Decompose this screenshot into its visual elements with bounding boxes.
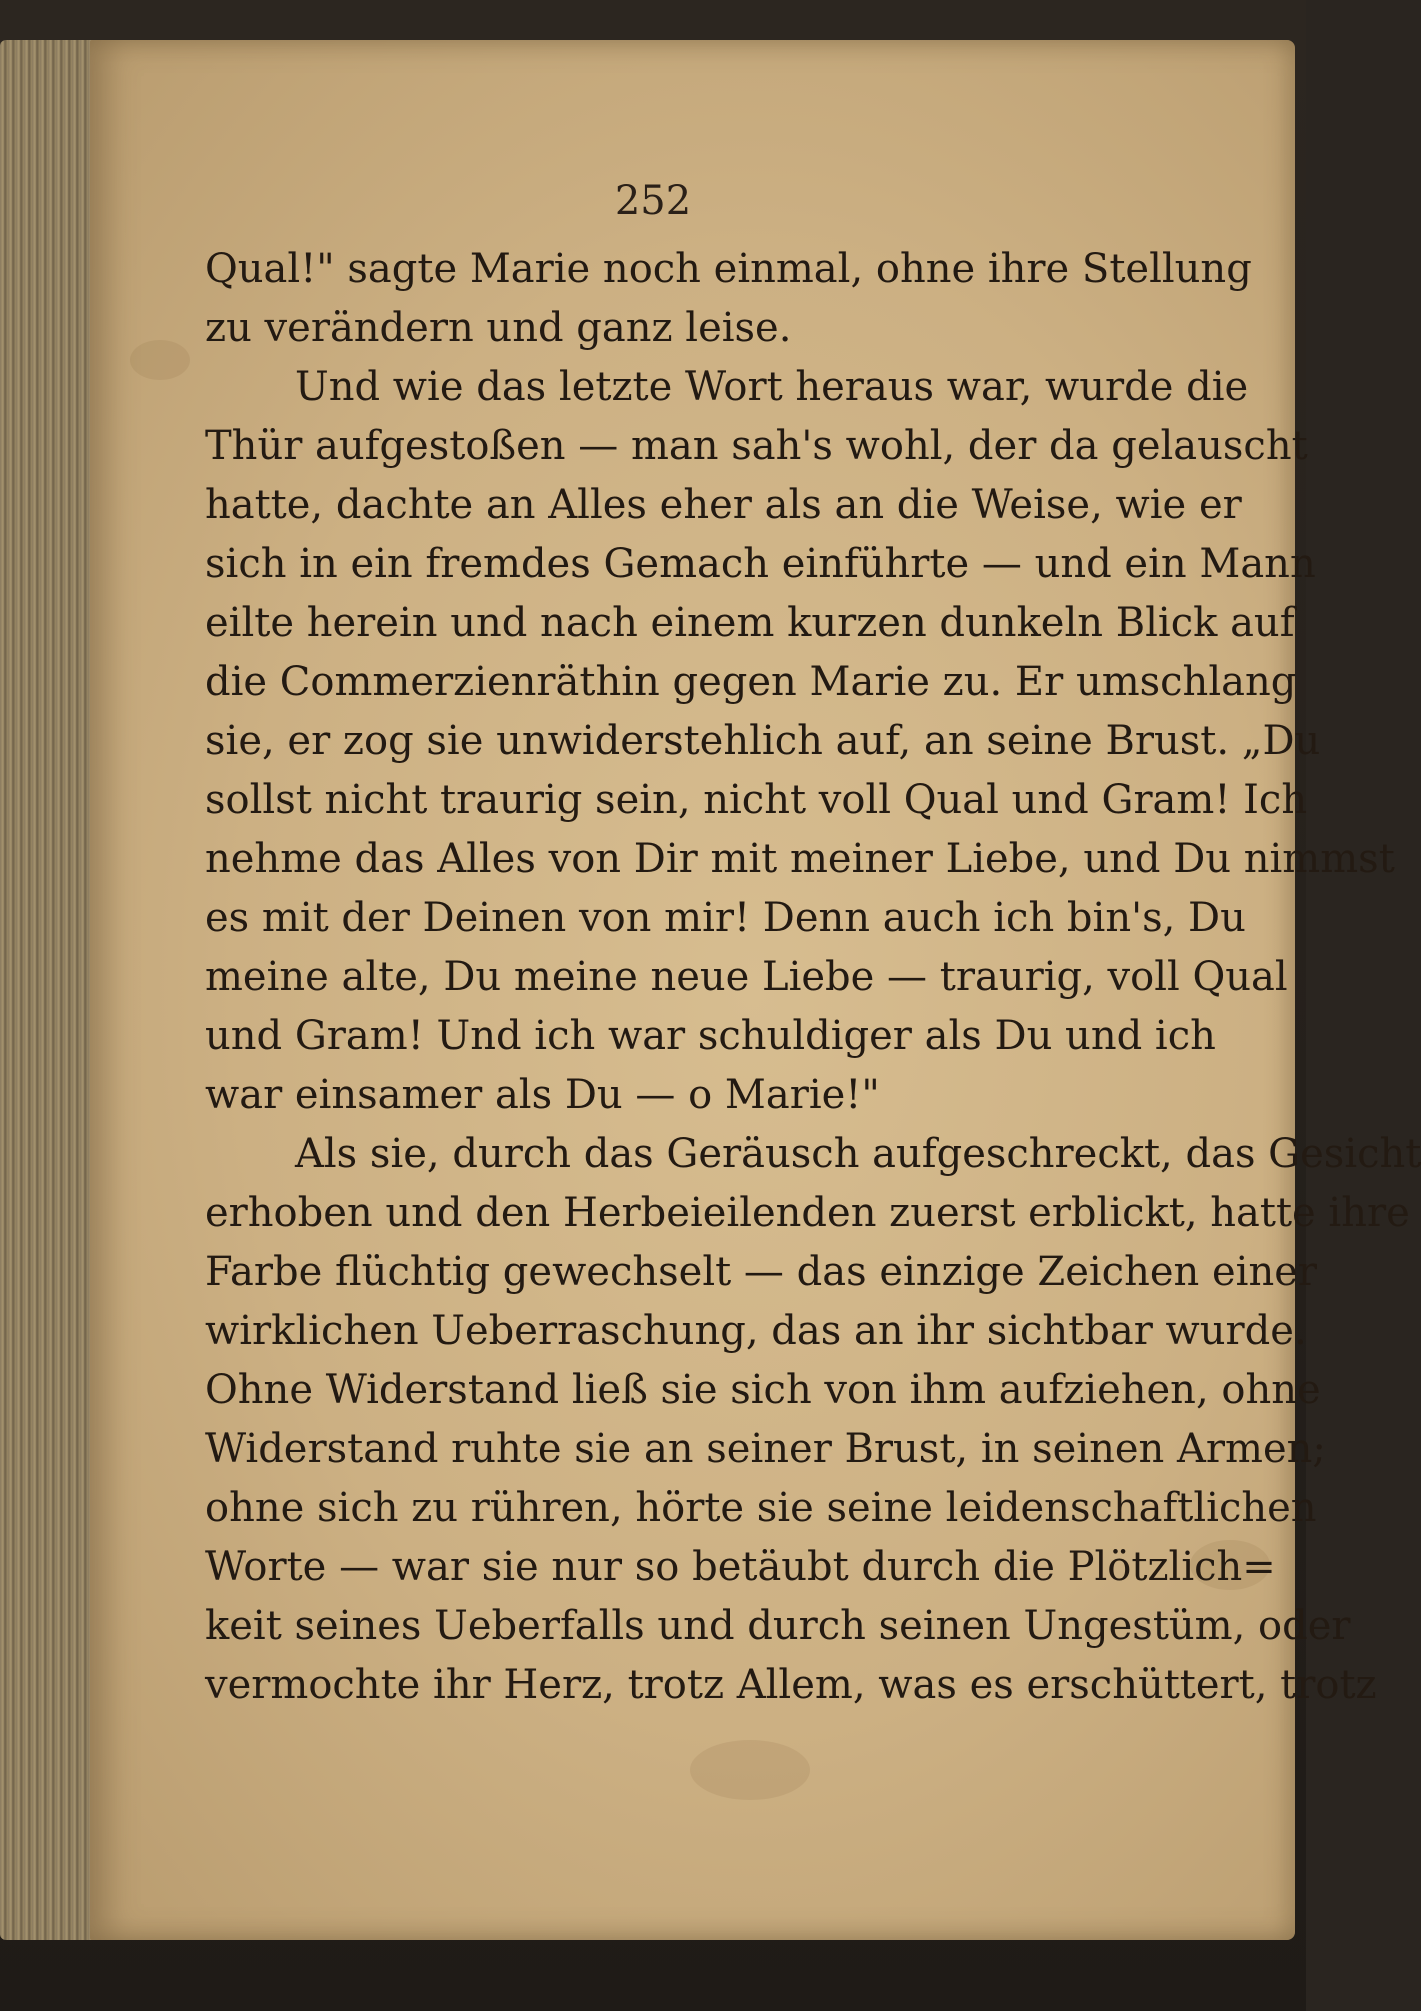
text-line: eilte herein und nach einem kurzen dunkeln Blick auf bbox=[205, 600, 1295, 646]
text-line: hatte, dachte an Alles eher als an die Weise, wie er bbox=[205, 482, 1242, 528]
paper-stain bbox=[690, 1740, 810, 1800]
text-line: sie, er zog sie unwiderstehlich auf, an seine Brust. „Du bbox=[205, 718, 1321, 764]
text-line: war einsamer als Du — o Marie!" bbox=[205, 1072, 880, 1118]
text-line: meine alte, Du meine neue Liebe — traurig, voll Qual bbox=[205, 954, 1288, 1000]
text-line: Ohne Widerstand ließ sie sich von ihm aufziehen, ohne bbox=[205, 1367, 1321, 1413]
body-text bbox=[205, 240, 1421, 1715]
text-line: ohne sich zu rühren, hörte sie seine leidenschaftlichen bbox=[205, 1485, 1317, 1531]
text-line: Als sie, durch das Geräusch aufgeschreckt, das Gesicht bbox=[295, 1131, 1421, 1177]
text-line: Thür aufgestoßen — man sah's wohl, der da gelauscht bbox=[205, 423, 1308, 469]
text-line: Worte — war sie nur so betäubt durch die Plötzlich= bbox=[205, 1544, 1276, 1590]
text-line: und Gram! Und ich war schuldiger als Du und ich bbox=[205, 1013, 1216, 1059]
text-line: sich in ein fremdes Gemach einführte — und ein Mann bbox=[205, 541, 1316, 587]
text-line: Farbe flüchtig gewechselt — das einzige Zeichen einer bbox=[205, 1249, 1318, 1295]
text-line: keit seines Ueberfalls und durch seinen Ungestüm, oder bbox=[205, 1603, 1351, 1649]
page-number: 252 bbox=[614, 178, 692, 224]
text-line: Qual!" sagte Marie noch einmal, ohne ihre Stellung bbox=[205, 246, 1252, 292]
paper-stain bbox=[130, 340, 190, 380]
text-line: Und wie das letzte Wort heraus war, wurde die bbox=[295, 364, 1249, 410]
text-line: es mit der Deinen von mir! Denn auch ich bin's, Du bbox=[205, 895, 1246, 941]
text-line: vermochte ihr Herz, trotz Allem, was es erschüttert, trotz bbox=[205, 1662, 1377, 1708]
book-page-edges bbox=[0, 40, 100, 1940]
text-line: sollst nicht traurig sein, nicht voll Qual und Gram! Ich bbox=[205, 777, 1308, 823]
text-line: Widerstand ruhte sie an seiner Brust, in seinen Armen; bbox=[205, 1426, 1326, 1472]
text-line: erhoben und den Herbeieilenden zuerst erblickt, hatte ihre bbox=[205, 1190, 1410, 1236]
text-line: nehme das Alles von Dir mit meiner Liebe, und Du nimmst bbox=[205, 836, 1395, 882]
text-line: zu verändern und ganz leise. bbox=[205, 305, 792, 351]
text-line: die Commerzienräthin gegen Marie zu. Er umschlang bbox=[205, 659, 1297, 705]
text-line: wirklichen Ueberraschung, das an ihr sichtbar wurde. bbox=[205, 1308, 1307, 1354]
